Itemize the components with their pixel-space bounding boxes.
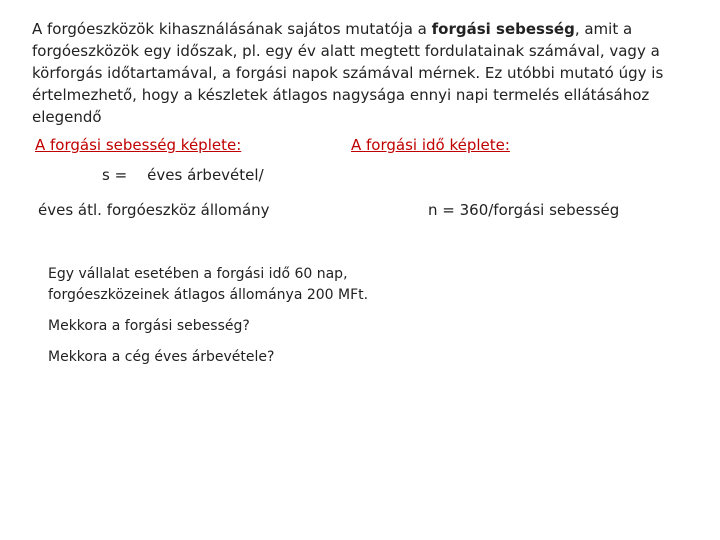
formula-n: n = 360/forgási sebesség (428, 201, 620, 219)
intro-text-end: , amit a forgóeszközök egy időszak, pl. egy év alatt megtett fordulatainak számával, vagy a körforgás időtartamával, a forgási napok számával mérnek. Ez utóbbi mutató úgy is értelmezhető, hogy a készletek átlagos nagysága ennyi napi termelés ellátásához elegendő (32, 20, 664, 126)
forgasi-ido-heading: A forgási idő képlete: (351, 136, 510, 154)
intro-bold-term: forgási sebesség (431, 20, 575, 38)
formula-s-top (102, 166, 264, 184)
problem-statement: Egy vállalat esetében a forgási idő 60 nap, forgóeszközeinek átlagos állománya 200 MFt. (48, 266, 369, 303)
problem-question-1: Mekkora a forgási sebesség? (48, 318, 250, 334)
formula-s-lhs: s = (102, 166, 128, 184)
forgasi-sebesseg-heading: A forgási sebesség képlete: (35, 136, 242, 154)
intro-text-start: A forgóeszközök kihasználásának sajátos mutatója a (32, 20, 432, 38)
intro-paragraph (32, 18, 692, 128)
problem-question-2: Mekkora a cég éves árbevétele? (48, 349, 275, 365)
problem-block (48, 264, 448, 378)
formula-s-denominator: éves átl. forgóeszköz állomány (38, 201, 270, 219)
formula-s-numerator: éves árbevétel/ (147, 166, 264, 184)
